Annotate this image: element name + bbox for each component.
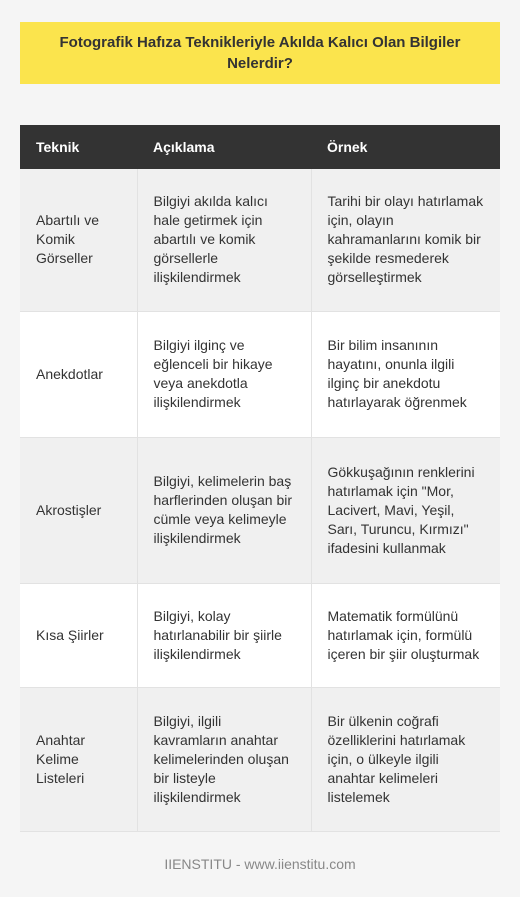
page-title: Fotografik Hafıza Teknikleriyle Akılda Kalıcı Olan Bilgiler Nelerdir? <box>59 34 461 72</box>
example-cell: Tarihi bir olayı hatırlamak için, olayın kahramanlarını komik bir şekilde resmederek görselleştirmek <box>311 169 500 311</box>
example-cell: Bir ülkenin coğrafi özelliklerini hatırlamak için, o ülkeyle ilgili anahtar kelimeleri listelemek <box>311 687 500 831</box>
table-row <box>20 169 500 311</box>
techniques-table <box>20 125 500 832</box>
header-example: Örnek <box>311 125 500 169</box>
technique-cell: Abartılı ve Komik Görseller <box>20 169 137 311</box>
technique-cell: Anahtar Kelime Listeleri <box>20 687 137 831</box>
table-row <box>20 687 500 831</box>
example-cell: Gökkuşağının renklerini hatırlamak için "Mor, Lacivert, Mavi, Yeşil, Sarı, Turuncu, Kırmızı" ifadesini kullanmak <box>311 437 500 583</box>
description-cell: Bilgiyi akılda kalıcı hale getirmek için abartılı ve komik görsellerle ilişkilendirmek <box>137 169 311 311</box>
header-description: Açıklama <box>137 125 311 169</box>
technique-cell: Akrostişler <box>20 437 137 583</box>
table-row <box>20 583 500 687</box>
footer-credit: IIENSTITU - www.iienstitu.com <box>164 856 356 872</box>
description-cell: Bilgiyi ilginç ve eğlenceli bir hikaye veya anekdotla ilişkilendirmek <box>137 311 311 437</box>
title-banner <box>20 22 500 84</box>
technique-cell: Kısa Şiirler <box>20 583 137 687</box>
description-cell: Bilgiyi, ilgili kavramların anahtar kelimelerinden oluşan bir listeyle ilişkilendirmek <box>137 687 311 831</box>
table-row <box>20 311 500 437</box>
description-cell: Bilgiyi, kelimelerin baş harflerinden oluşan bir cümle veya kelimeyle ilişkilendirmek <box>137 437 311 583</box>
example-cell: Bir bilim insanının hayatını, onunla ilgili ilginç bir anekdotu hatırlayarak öğrenmek <box>311 311 500 437</box>
technique-cell: Anekdotlar <box>20 311 137 437</box>
table-row <box>20 437 500 583</box>
example-cell: Matematik formülünü hatırlamak için, formülü içeren bir şiir oluşturmak <box>311 583 500 687</box>
table-header-row <box>20 125 500 169</box>
header-technique: Teknik <box>20 125 137 169</box>
description-cell: Bilgiyi, kolay hatırlanabilir bir şiirle ilişkilendirmek <box>137 583 311 687</box>
